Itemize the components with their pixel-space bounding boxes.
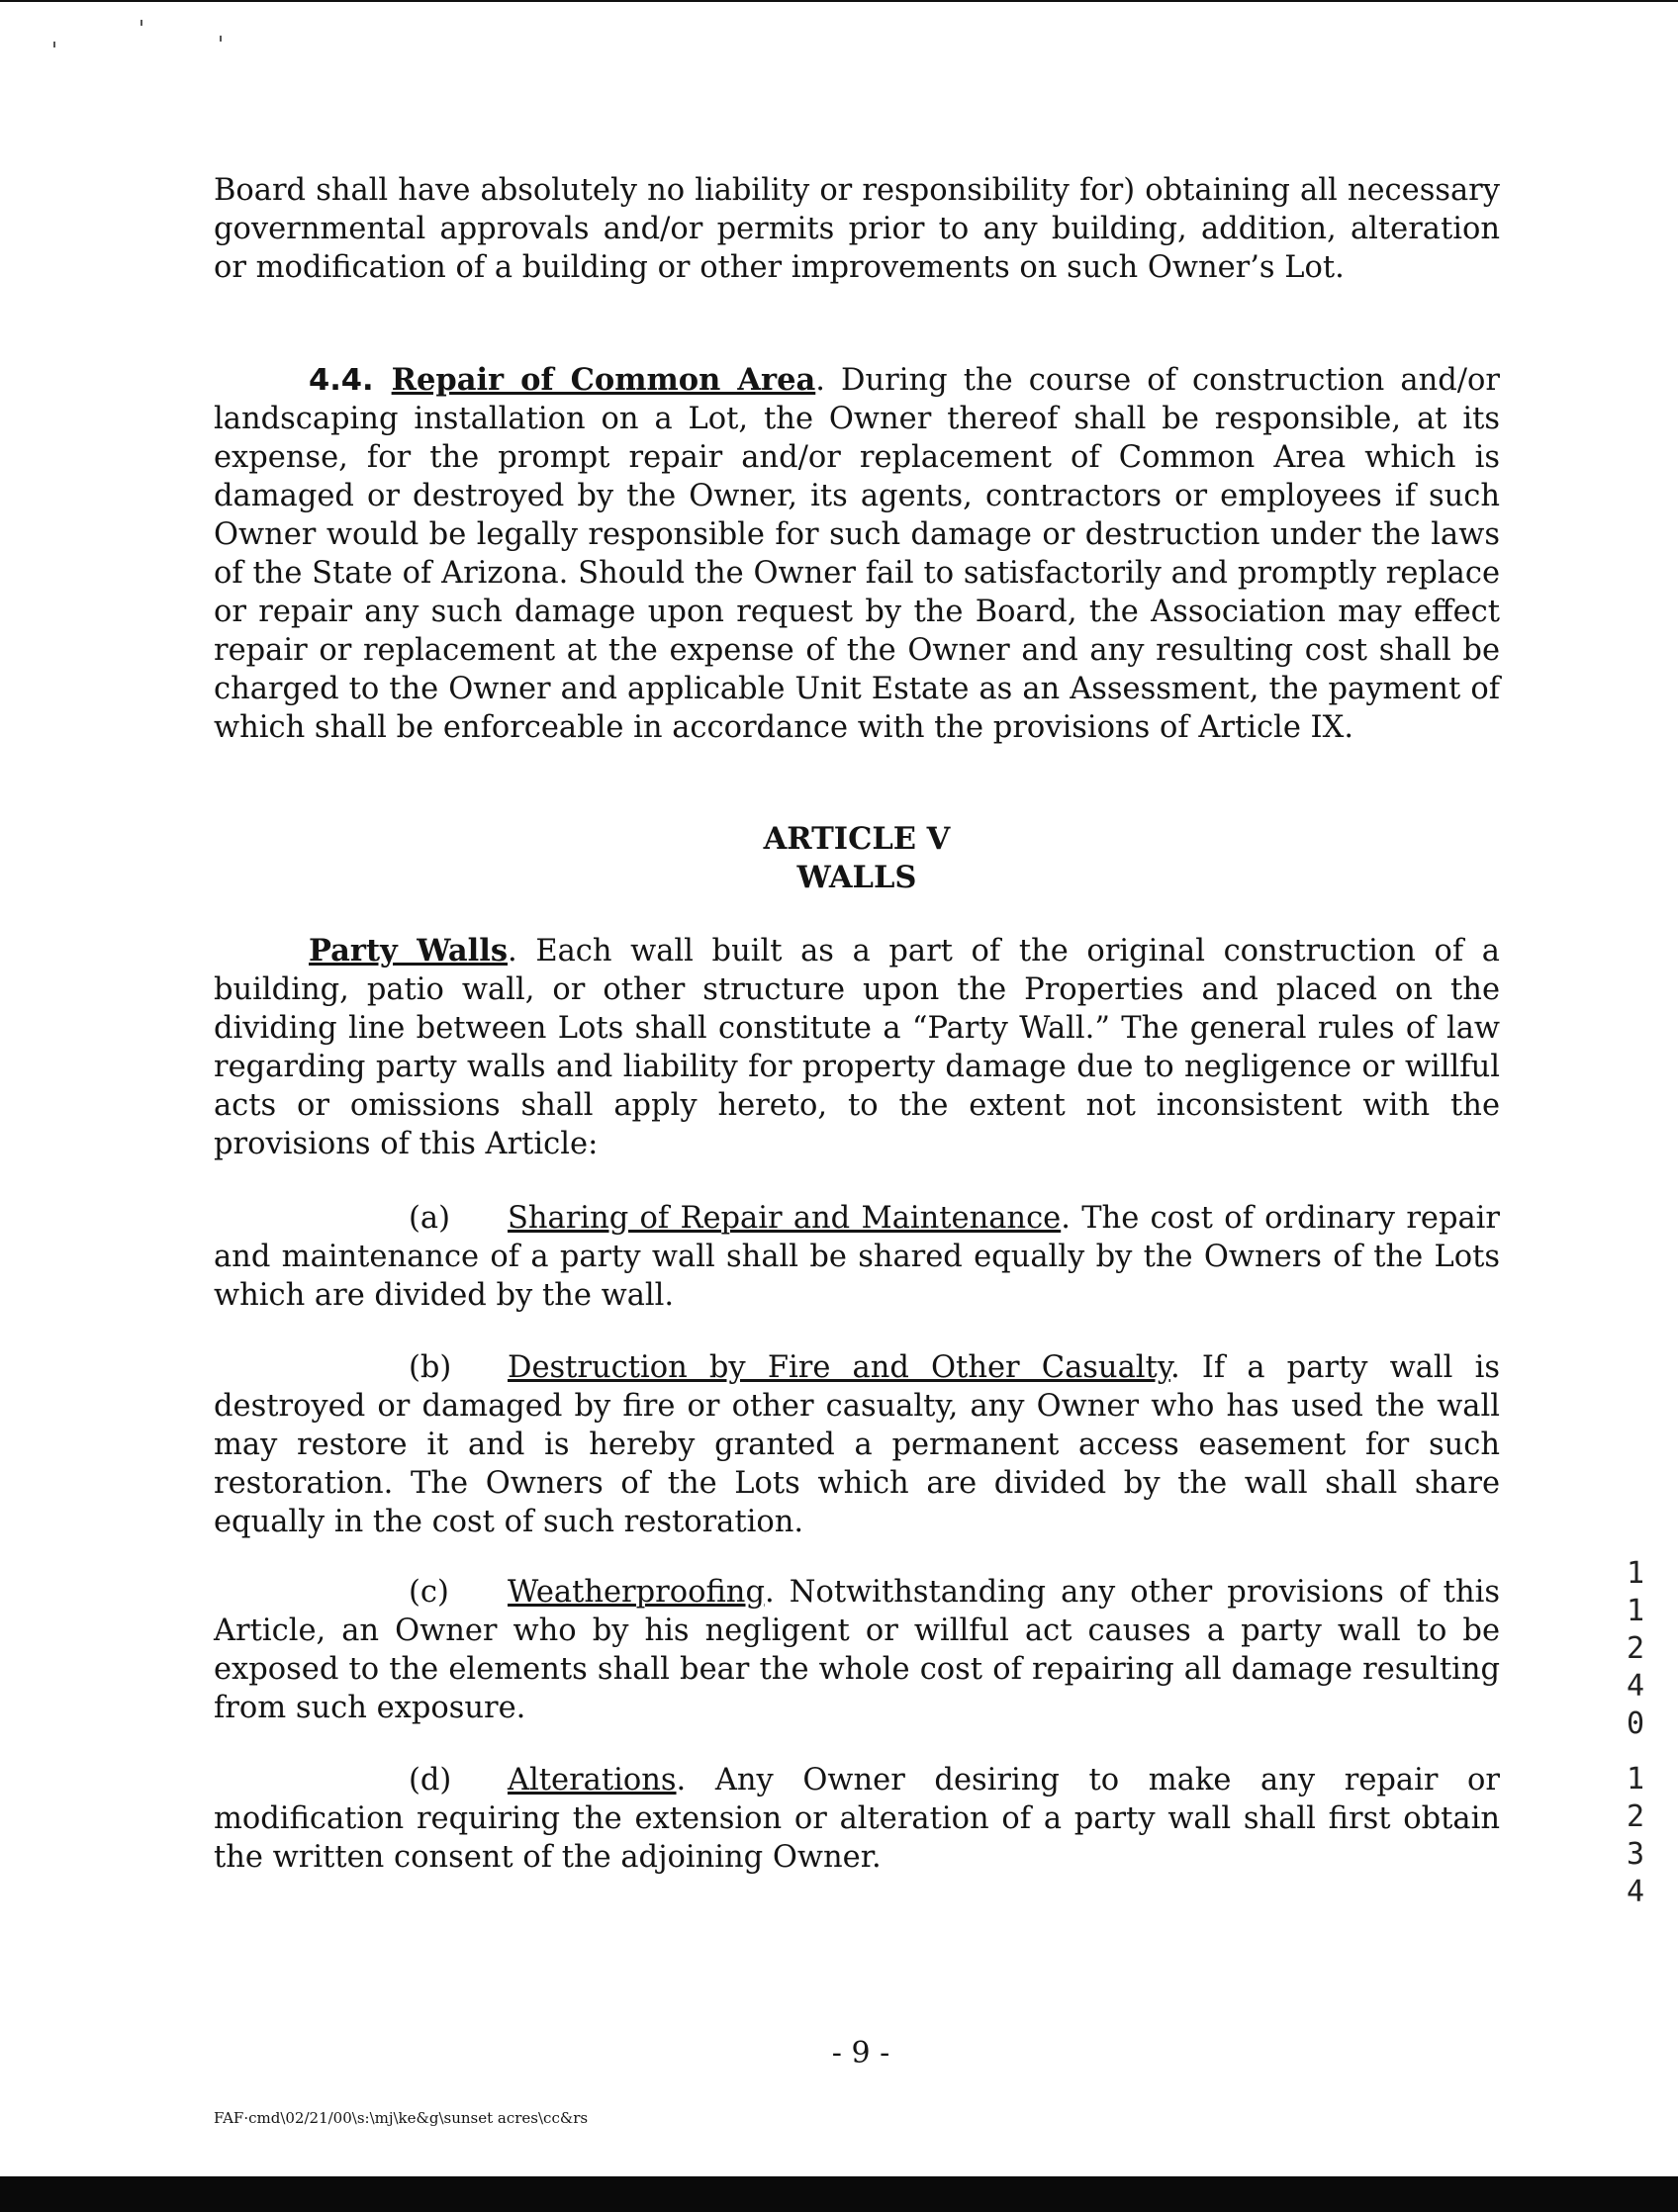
subsection-title: Alterations (508, 1763, 677, 1797)
stamp-digit: 2 (1626, 1631, 1645, 1666)
subsection-letter: (d) (409, 1763, 452, 1797)
party-walls-body: . Each wall built as a part of the original construction of a building, patio wall, or other structure upon the Properties and placed on the dividing line between Lots shall constitute a “Party Wall.” The general rules of law regarding party walls and liability for property damage due to negligence or willful acts or omissions shall apply hereto, to the extent not inconsistent with the provisions of this Article: (214, 934, 1500, 1161)
subsection-d (214, 1761, 1500, 1877)
scan-bottom-edge (0, 2176, 1678, 2212)
scan-top-edge (0, 0, 1678, 2)
continuation-paragraph: Board shall have absolutely no liability or responsibility for) obtaining all necessary governmental approvals and/or permits prior to any building, addition, alteration or modification of a building or other improvements on such Owner’s Lot. (214, 173, 1500, 285)
subsection-body: . If a party wall is destroyed or damaged by fire or other casualty, any Owner who has used the wall may restore it and is hereby granted a permanent access easement for such restoration. The Owners of the Lots which are divided by the wall shall share equally in the cost of such restoration. (214, 1350, 1500, 1539)
stamp-digit: 4 (1626, 1875, 1645, 1909)
subsection-title: Sharing of Repair and Maintenance (508, 1201, 1062, 1236)
margin-recording-stamp (1621, 1555, 1650, 1743)
scan-speck (220, 36, 222, 42)
subsection-a (214, 1199, 1500, 1315)
subsection-c (214, 1573, 1500, 1727)
subsection-b (214, 1348, 1500, 1541)
stamp-digit: 1 (1626, 1762, 1645, 1797)
article-heading: ARTICLE V (763, 821, 951, 857)
scan-speck (53, 42, 55, 47)
subsection-body: . Any Owner desiring to make any repair or modification requiring the extension or alteration of a party wall shall first obtain the written consent of the adjoining Owner. (214, 1763, 1500, 1875)
stamp-digit: 1 (1626, 1594, 1645, 1628)
party-walls-title: Party Walls (309, 933, 509, 968)
stamp-digit: 3 (1626, 1837, 1645, 1872)
page-number: - 9 - (831, 2036, 890, 2071)
article-subheading: WALLS (796, 860, 917, 895)
subsection-title: Destruction by Fire and Other Casualty (508, 1350, 1170, 1385)
scan-speck (140, 20, 142, 26)
section-4-4-paragraph (214, 361, 1500, 747)
subsection-letter: (c) (409, 1575, 449, 1610)
stamp-digit: 0 (1626, 1706, 1645, 1741)
subsection-body: . Notwithstanding any other provisions of this Article, an Owner who by his negligent or willful act causes a party wall to be exposed to the elements shall bear the whole cost of repairing all damage resulting from such exposure. (214, 1575, 1500, 1725)
stamp-digit: 4 (1626, 1669, 1645, 1704)
section-number: 4.4. (309, 363, 374, 398)
footer-file-path: FAF·cmd\02/21/00\s:\mj\ke&g\sunset acres\cc&rs (214, 2109, 589, 2127)
party-walls-paragraph (214, 932, 1500, 1163)
stamp-digit: 1 (1626, 1556, 1645, 1591)
subsection-letter: (a) (409, 1201, 450, 1236)
section-body: . During the course of construction and/or landscaping installation on a Lot, the Owner thereof shall be responsible, at its expense, for the prompt repair and/or replacement of Common Area which is damaged or destroyed by the Owner, its agents, contractors or employees if such Owner would be legally responsible for such damage or destruction under the laws of the State of Arizona. Should the Owner fail to satisfactorily and promptly replace or repair any such damage upon request by the Board, the Association may effect repair or replacement at the expense of the Owner and any resulting cost shall be charged to the Owner and applicable Unit Estate as an Assessment, the payment of which shall be enforceable in accordance with the provisions of Article IX. (214, 363, 1500, 745)
subsection-letter: (b) (409, 1350, 452, 1385)
subsection-body: . The cost of ordinary repair and maintenance of a party wall shall be shared equally by the Owners of the Lots which are divided by the wall. (214, 1201, 1500, 1313)
section-title: Repair of Common Area (391, 362, 816, 398)
subsection-title: Weatherproofing (508, 1575, 765, 1610)
margin-recording-stamp (1621, 1761, 1650, 1911)
stamp-digit: 2 (1626, 1799, 1645, 1834)
